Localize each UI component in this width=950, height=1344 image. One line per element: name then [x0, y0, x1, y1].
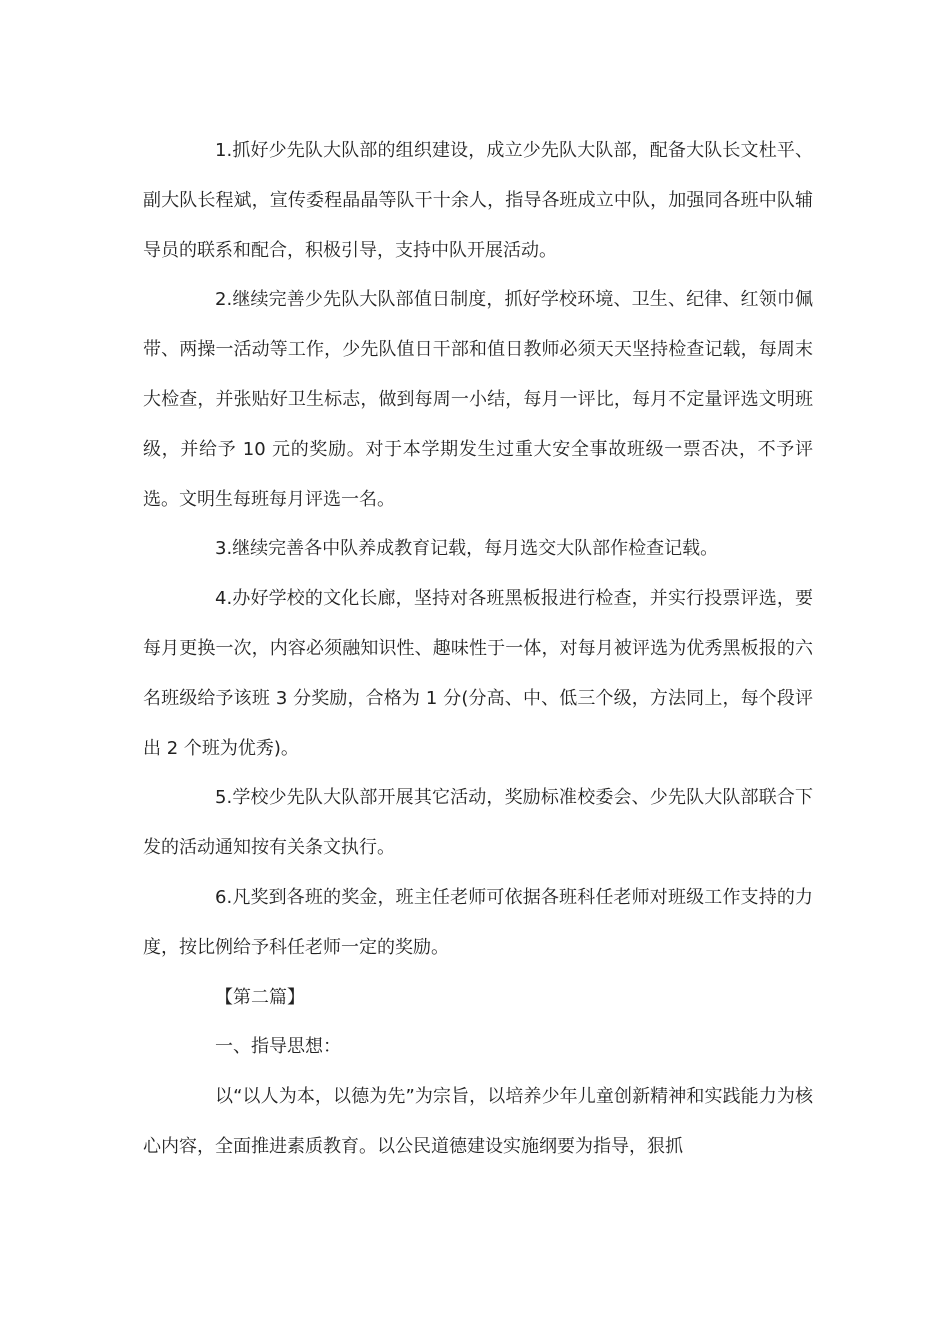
paragraph-guiding-thought: 以“以人为本，以德为先”为宗旨，以培养少年儿童创新精神和实践能力为核心内容，全面推进素质教育。以公民道德建设实施纲要为指导，狠抓: [143, 1086, 813, 1157]
paragraph-3: 3.继续完善各中队养成教育记载，每月选交大队部作检查记载。: [215, 538, 719, 560]
paragraph-4: 4.办好学校的文化长廊，坚持对各班黑板报进行检查，并实行投票评选，要每月更换一次，内容必须融知识性、趣味性于一体，对每月被评选为优秀黑板报的六名班级给予该班 3 分奖励，合格为 1 分(分高、中、低三个级，方法同上，每个段评出 2 个班为优秀)。: [143, 588, 813, 759]
paragraph-6: 6.凡奖到各班的奖金，班主任老师可依据各班科任老师对班级工作支持的力度，按比例给予科任老师一定的奖励。: [143, 886, 813, 958]
section-heading-second-chapter: 【第二篇】: [215, 986, 305, 1008]
paragraph-5: 5.学校少先队大队部开展其它活动，奖励标准校委会、少先队大队部联合下发的活动通知按有关条文执行。: [143, 787, 813, 859]
paragraph-2: 2.继续完善少先队大队部值日制度，抓好学校环境、卫生、纪律、红领巾佩带、两操一活动等工作，少先队值日干部和值日教师必须天天坚持检查记载，每周末大检查，并张贴好卫生标志，做到每周一小结，每月一评比，每月不定量评选文明班级，并给予 10 元的奖励。对于本学期发生过重大安全事故班级一票否决，不予评选。文明生每班每月评选一名。: [143, 289, 813, 510]
section-heading-guiding-thought: 一、指导思想：: [215, 1036, 341, 1058]
paragraph-1: 1.抓好少先队大队部的组织建设，成立少先队大队部，配备大队长文杜平、副大队长程斌，宣传委程晶晶等队干十余人，指导各班成立中队，加强同各班中队辅导员的联系和配合，积极引导，支持中队开展活动。: [143, 140, 813, 261]
document-body: [143, 126, 813, 1172]
